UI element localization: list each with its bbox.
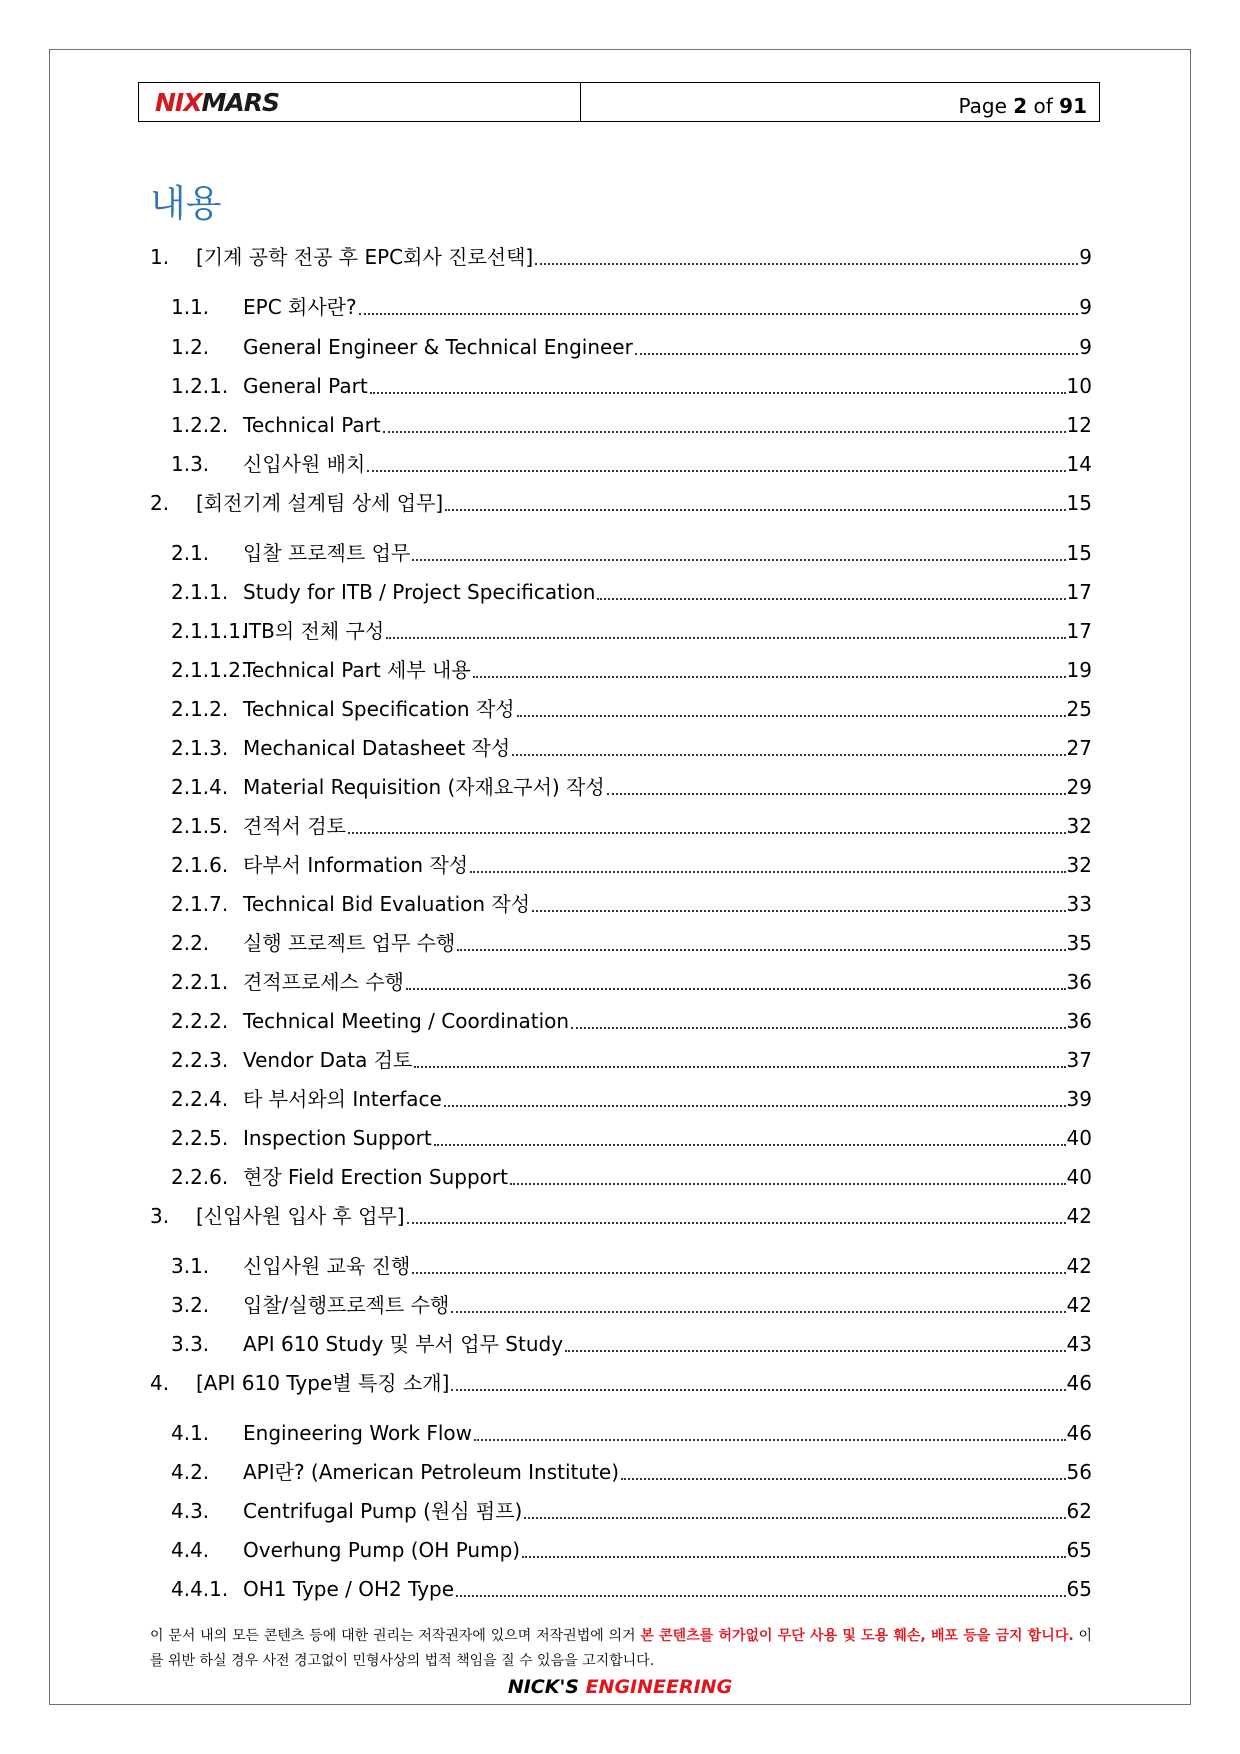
- toc-entry[interactable]: [171, 1292, 1092, 1318]
- toc-entry-number: 1.2.2.: [171, 413, 229, 437]
- toc-entry[interactable]: [171, 540, 1092, 566]
- toc-entry-number: 3.2.: [171, 1293, 210, 1317]
- page-current: 2: [1013, 94, 1028, 118]
- toc-entry-page: 65: [1066, 1577, 1092, 1601]
- toc-entry[interactable]: [171, 891, 1092, 917]
- toc-entry[interactable]: [171, 657, 1092, 683]
- toc-entry[interactable]: [171, 1086, 1092, 1112]
- toc-entry-page: 9: [1079, 335, 1092, 359]
- toc-entry-number: 4.1.: [171, 1421, 210, 1445]
- toc-entry-page: 17: [1066, 580, 1092, 604]
- toc-entry[interactable]: [171, 334, 1092, 360]
- toc-entry-title: [신입사원 입사 후 업무]: [196, 1204, 405, 1228]
- toc-entry-title: Material Requisition (자재요구서) 작성: [243, 775, 605, 799]
- toc-entry-page: 39: [1066, 1087, 1092, 1111]
- toc-entry[interactable]: [171, 1331, 1092, 1357]
- toc-entry[interactable]: [171, 1047, 1092, 1073]
- toc-entry[interactable]: [171, 294, 1092, 320]
- toc-entry[interactable]: [171, 969, 1092, 995]
- page-number: [581, 83, 1099, 121]
- nixmars-logo: NIXMARS: [155, 87, 279, 117]
- toc-entry-title: Engineering Work Flow: [243, 1421, 473, 1445]
- toc-entry-title: General Part: [243, 374, 368, 398]
- toc-entry-title: 입찰/실행프로젝트 수행: [243, 1293, 450, 1317]
- toc-dot-leader: [359, 313, 1079, 315]
- toc-entry[interactable]: [171, 1537, 1092, 1563]
- page-of: of: [1033, 94, 1053, 118]
- toc-entry-title: 현장 Field Erection Support: [243, 1165, 508, 1189]
- toc-entry-number: 2.1.1.1.: [171, 619, 248, 643]
- toc-entry-number: 2.1.: [171, 541, 210, 565]
- toc-entry[interactable]: [171, 579, 1092, 605]
- toc-entry-number: 2.2.4.: [171, 1087, 229, 1111]
- toc-entry-number: 2.1.7.: [171, 892, 229, 916]
- toc-entry-page: 32: [1066, 853, 1092, 877]
- toc-entry-title: OH1 Type / OH2 Type: [243, 1577, 455, 1601]
- toc-entry-title: [회전기계 설계팀 상세 업무]: [196, 491, 444, 515]
- toc-dot-leader: [517, 715, 1066, 717]
- toc-entry-title: [API 610 Type별 특징 소개]: [196, 1371, 450, 1395]
- toc-entry-page: 10: [1066, 374, 1092, 398]
- toc-dot-leader: [607, 793, 1066, 795]
- toc-entry[interactable]: [171, 774, 1092, 800]
- toc-entry-title: API 610 Study 및 부서 업무 Study: [243, 1332, 564, 1356]
- toc-dot-leader: [370, 392, 1066, 394]
- toc-entry[interactable]: [171, 1253, 1092, 1279]
- toc-dot-leader: [434, 1144, 1066, 1146]
- toc-entry-page: 14: [1066, 452, 1092, 476]
- toc-entry-number: 1.2.: [171, 335, 210, 359]
- toc-entry[interactable]: [150, 244, 1092, 270]
- toc-entry-page: 12: [1066, 413, 1092, 437]
- toc-entry-page: 33: [1066, 892, 1092, 916]
- toc-entry-title: Technical Part: [243, 413, 381, 437]
- toc-dot-leader: [571, 1027, 1065, 1029]
- toc-entry-title: 견적서 검토: [243, 814, 346, 838]
- toc-entry-title: 신입사원 교육 진행: [243, 1254, 411, 1278]
- toc-entry-title: Vendor Data 검토: [243, 1048, 413, 1072]
- toc-entry-page: 17: [1066, 619, 1092, 643]
- toc-entry[interactable]: [171, 412, 1092, 438]
- toc-dot-leader: [535, 263, 1078, 265]
- toc-entry-number: 2.2.6.: [171, 1165, 229, 1189]
- nicks-engineering-logo: NICK'S ENGINEERING: [507, 1676, 733, 1698]
- toc-dot-leader: [470, 871, 1065, 873]
- page-total: 91: [1059, 94, 1087, 118]
- toc-entry-number: 2.1.1.2.: [171, 658, 248, 682]
- toc-entry[interactable]: [171, 1420, 1092, 1446]
- copyright-warning: 본 콘텐츠를 허가없이 무단 사용 및 도용 훼손, 배포 등을 금지 합니다.: [640, 1628, 1074, 1644]
- toc-entry[interactable]: [171, 1008, 1092, 1034]
- toc-dot-leader: [532, 910, 1065, 912]
- toc-entry-title: Centrifugal Pump (원심 펌프): [243, 1499, 523, 1523]
- toc-heading: 내용: [150, 182, 222, 225]
- toc-entry-page: 15: [1066, 491, 1092, 515]
- toc-entry-page: 9: [1079, 295, 1092, 319]
- toc-entry-title: 입찰 프로젝트 업무: [243, 541, 411, 565]
- toc-dot-leader: [383, 431, 1066, 433]
- toc-entry-number: 3.3.: [171, 1332, 210, 1356]
- toc-entry-title: Overhung Pump (OH Pump): [243, 1538, 521, 1562]
- toc-entry-title: Inspection Support: [243, 1126, 432, 1150]
- toc-dot-leader: [445, 509, 1065, 511]
- toc-entry[interactable]: [171, 373, 1092, 399]
- toc-entry-title: Technical Meeting / Coordination: [243, 1009, 570, 1033]
- toc-dot-leader: [348, 832, 1066, 834]
- toc-entry-title: General Engineer & Technical Engineer: [243, 335, 633, 359]
- toc-entry-number: 2.2.1.: [171, 970, 229, 994]
- toc-entry-page: 32: [1066, 814, 1092, 838]
- toc-entry[interactable]: [150, 490, 1092, 516]
- toc-entry[interactable]: [150, 1370, 1092, 1396]
- toc-entry-number: 2.1.4.: [171, 775, 229, 799]
- toc-dot-leader: [635, 353, 1078, 355]
- toc-dot-leader: [444, 1105, 1066, 1107]
- toc-entry-number: 4.: [150, 1371, 170, 1395]
- toc-entry-number: 2.2.2.: [171, 1009, 229, 1033]
- toc-entry-number: 2.1.1.: [171, 580, 229, 604]
- toc-entry-number: 2.1.5.: [171, 814, 229, 838]
- toc-entry-page: 9: [1079, 245, 1092, 269]
- toc-dot-leader: [457, 949, 1065, 951]
- toc-entry-page: 15: [1066, 541, 1092, 565]
- toc-dot-leader: [456, 1595, 1065, 1597]
- toc-entry-page: 36: [1066, 1009, 1092, 1033]
- toc-entry-page: 35: [1066, 931, 1092, 955]
- toc-entry[interactable]: [171, 813, 1092, 839]
- toc-entry-page: 40: [1066, 1165, 1092, 1189]
- toc-dot-leader: [414, 1066, 1065, 1068]
- toc-entry-page: 46: [1066, 1421, 1092, 1445]
- toc-entry-page: 36: [1066, 970, 1092, 994]
- toc-entry-title: EPC 회사란?: [243, 295, 357, 319]
- copyright-notice: 이 문서 내의 모든 콘텐츠 등에 대한 권리는 저작권자에 있으며 저작권법에 의거 본 콘텐츠를 허가없이 무단 사용 및 도용 훼손, 배포 등을 금지 합니다. 이를 위반 하실 경우 사전 경고없이 민형사상의 법적 책임을 질 수 있음을 고지합니다.: [150, 1628, 1092, 1669]
- toc-entry-number: 2.2.: [171, 931, 210, 955]
- toc-entry-page: 46: [1066, 1371, 1092, 1395]
- toc-entry-title: 타 부서와의 Interface: [243, 1087, 442, 1111]
- toc-entry-title: ITB의 전체 구성: [243, 619, 385, 643]
- toc-entry-number: 1.2.1.: [171, 374, 229, 398]
- toc-entry[interactable]: [171, 1164, 1092, 1190]
- toc-entry[interactable]: [171, 1498, 1092, 1524]
- toc-entry-page: 65: [1066, 1538, 1092, 1562]
- toc-entry-page: 29: [1066, 775, 1092, 799]
- toc-dot-leader: [522, 1556, 1065, 1558]
- toc-entry-page: 42: [1066, 1293, 1092, 1317]
- toc-entry[interactable]: [171, 1125, 1092, 1151]
- toc-dot-leader: [412, 1272, 1065, 1274]
- toc-entry-title: 실행 프로젝트 업무 수행: [243, 931, 456, 955]
- toc-entry[interactable]: [171, 735, 1092, 761]
- toc-entry-number: 4.2.: [171, 1460, 210, 1484]
- toc-dot-leader: [406, 988, 1066, 990]
- toc-entry-title: 신입사원 배치: [243, 452, 366, 476]
- toc-dot-leader: [565, 1350, 1065, 1352]
- toc-entry[interactable]: [171, 930, 1092, 956]
- toc-entry-page: 62: [1066, 1499, 1092, 1523]
- toc-dot-leader: [412, 559, 1065, 561]
- toc-dot-leader: [407, 1222, 1066, 1224]
- toc-entry-page: 37: [1066, 1048, 1092, 1072]
- toc-entry-page: 43: [1066, 1332, 1092, 1356]
- toc-entry[interactable]: [171, 1459, 1092, 1485]
- toc-entry-number: 1.1.: [171, 295, 210, 319]
- toc-dot-leader: [473, 676, 1066, 678]
- toc-dot-leader: [597, 598, 1065, 600]
- toc-dot-leader: [367, 470, 1065, 472]
- toc-entry-page: 25: [1066, 697, 1092, 721]
- toc-entry-title: Mechanical Datasheet 작성: [243, 736, 511, 760]
- toc-entry-number: 2.2.3.: [171, 1048, 229, 1072]
- toc-entry-number: 4.3.: [171, 1499, 210, 1523]
- toc-dot-leader: [510, 1183, 1066, 1185]
- toc-entry-page: 56: [1066, 1460, 1092, 1484]
- toc-entry-title: 견적프로세스 수행: [243, 970, 404, 994]
- toc-entry-page: 42: [1066, 1254, 1092, 1278]
- toc-entry-title: API란? (American Petroleum Institute): [243, 1460, 620, 1484]
- toc-entry[interactable]: [150, 1203, 1092, 1229]
- toc-entry-number: 2.1.2.: [171, 697, 229, 721]
- toc-entry-title: Technical Part 세부 내용: [243, 658, 471, 682]
- page-header: [138, 82, 1100, 122]
- toc-entry-number: 1.3.: [171, 452, 210, 476]
- toc-entry-page: 40: [1066, 1126, 1092, 1150]
- toc-entry-number: 3.: [150, 1204, 170, 1228]
- toc-entry-number: 4.4.: [171, 1538, 210, 1562]
- toc-entry-number: 2.2.5.: [171, 1126, 229, 1150]
- toc-entry-title: Technical Specification 작성: [243, 697, 515, 721]
- toc-dot-leader: [512, 754, 1065, 756]
- toc-entry-number: 2.: [150, 491, 170, 515]
- toc-entry[interactable]: [171, 852, 1092, 878]
- toc-entry-number: 4.4.1.: [171, 1577, 229, 1601]
- toc-dot-leader: [386, 637, 1065, 639]
- toc-entry-number: 3.1.: [171, 1254, 210, 1278]
- toc-dot-leader: [474, 1439, 1066, 1441]
- header-logo-cell: [139, 83, 581, 121]
- toc-dot-leader: [451, 1311, 1065, 1313]
- toc-entry[interactable]: [171, 618, 1092, 644]
- toc-entry-page: 19: [1066, 658, 1092, 682]
- page-label: Page: [958, 94, 1007, 118]
- toc-entry-number: 1.: [150, 245, 170, 269]
- toc-entry-page: 42: [1066, 1204, 1092, 1228]
- toc-entry-number: 2.1.3.: [171, 736, 229, 760]
- toc-entry-number: 2.1.6.: [171, 853, 229, 877]
- toc-entry-title: Study for ITB / Project Specification: [243, 580, 596, 604]
- toc-entry-page: 27: [1066, 736, 1092, 760]
- toc-dot-leader: [451, 1389, 1065, 1391]
- toc-entry[interactable]: [171, 696, 1092, 722]
- toc-entry-title: Technical Bid Evaluation 작성: [243, 892, 531, 916]
- toc-dot-leader: [621, 1478, 1066, 1480]
- toc-entry[interactable]: [171, 1576, 1092, 1602]
- toc-dot-leader: [524, 1517, 1065, 1519]
- toc-entry-title: 타부서 Information 작성: [243, 853, 469, 877]
- toc-entry[interactable]: [171, 451, 1092, 477]
- toc-entry-title: [기계 공학 전공 후 EPC회사 진로선택]: [196, 245, 534, 269]
